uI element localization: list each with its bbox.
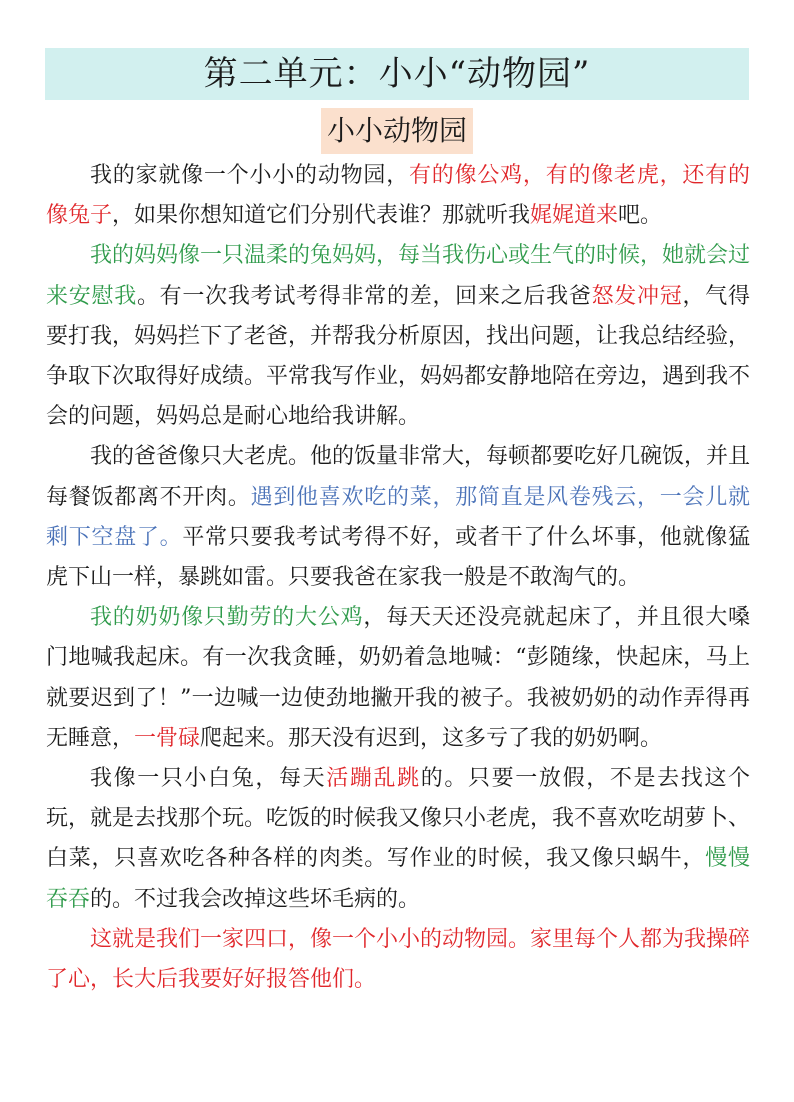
- unit-title: 第二单元：小小“动物园”: [203, 54, 591, 94]
- unit-title-banner: [45, 48, 749, 100]
- highlighted-phrase: 遇到他喜欢吃的菜，那简直是风卷残云，一会儿就剩下空盘了。: [46, 484, 750, 550]
- text-segment: 爬起来。那天没有迟到，这多亏了我的奶奶啊。: [200, 725, 663, 751]
- text-segment: 的。不过我会改掉这些坏毛病的。: [90, 886, 421, 912]
- text-segment: 我的爸爸像只大老虎。他的饭量非常大，每顿都要吃好几碗饭，并且每餐饭都离不开肉。: [46, 444, 751, 510]
- text-segment: ，每天天还没亮就起床了，并且很大嗓门地喊我起床。有一次我贪睡，奶奶着急地喊：“彭随缘，快起床，马上就要迟到了！”一边喊一边使劲地撇开我的被子。我被奶奶的动作弄得再无睡意，: [46, 605, 750, 751]
- text-segment: 我的家就像一个小小的动物园，: [90, 163, 409, 188]
- text-segment: 。有一次我考试考得非常的差，回来之后我爸: [136, 283, 592, 309]
- essay-paragraph: [46, 156, 750, 236]
- text-segment: 的。只要一放假，不是去找这个玩，就是去找那个玩。吃饭的时候我又像只小老虎，我不喜欢吃胡萝卜、白菜，只喜欢吃各种各样的肉类。写作业的时候，我又像只蜗牛，: [46, 766, 751, 872]
- highlighted-phrase: 慢慢吞吞: [46, 846, 750, 912]
- highlighted-phrase: 有的像公鸡，有的像老虎，还有的像兔子: [46, 163, 750, 229]
- highlighted-phrase: 这就是我们一家四口，像一个小小的动物园。家里每个人都为我操碎了心，长大后我要好好报答他们。: [46, 926, 751, 993]
- highlighted-phrase: 一骨碌: [134, 725, 201, 751]
- text-segment: 平常只要我考试考得不好，或者干了什么坏事，他就像猛虎下山一样，暴跳如雷。只要我爸在家我一般是不敢淘气的。: [46, 524, 750, 591]
- text-segment: 我像一只小白兔，每天: [90, 766, 327, 792]
- essay-title: 小小动物园: [321, 108, 473, 154]
- essay-paragraph: [46, 437, 750, 598]
- essay-title-wrap: [0, 108, 794, 154]
- essay-body: [46, 156, 750, 1000]
- highlighted-phrase: 我的奶奶像只勤劳的大公鸡: [90, 605, 364, 631]
- essay-paragraph: [46, 236, 750, 437]
- essay-paragraph: [46, 920, 750, 1000]
- text-segment: ，如果你想知道它们分别代表谁？那就听我: [112, 203, 531, 229]
- text-segment: ，气得要打我，妈妈拦下了老爸，并帮我分析原因，找出问题，让我总结经验，争取下次取得好成绩。平常我写作业，妈妈都安静地陪在旁边，遇到我不会的问题，妈妈总是耐心地给我讲解。: [46, 283, 751, 430]
- essay-paragraph: [46, 759, 750, 920]
- essay-paragraph: [46, 598, 750, 759]
- highlighted-phrase: 怒发冲冠: [591, 283, 683, 309]
- highlighted-phrase: 娓娓道来: [530, 203, 619, 229]
- highlighted-phrase: 我的妈妈像一只温柔的兔妈妈，每当我伤心或生气的时候，她就会过来安慰我: [46, 243, 751, 309]
- text-segment: 吧。: [618, 203, 663, 229]
- highlighted-phrase: 活蹦乱跳: [326, 766, 421, 792]
